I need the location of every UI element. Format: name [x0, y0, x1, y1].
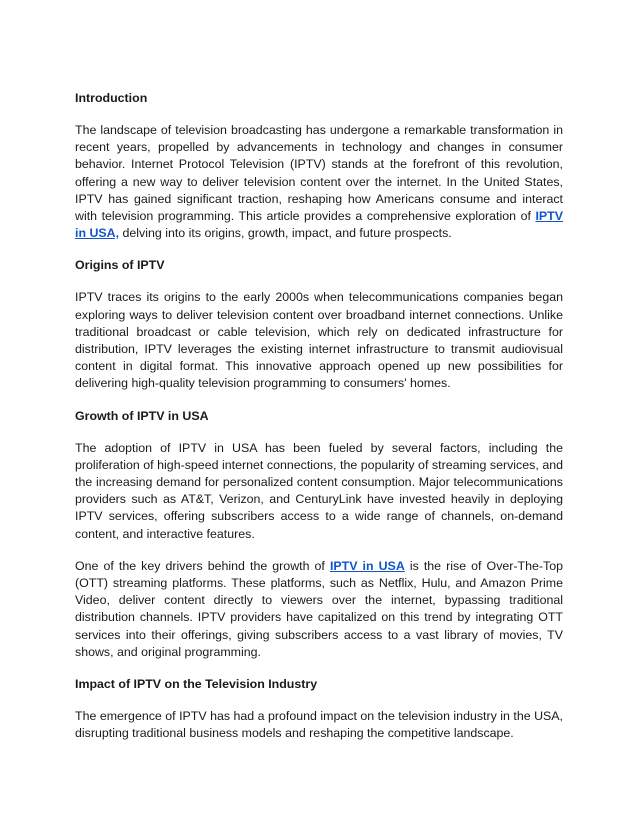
ott-text: One of the key drivers behind the growth of	[75, 558, 330, 573]
impact-heading: Impact of IPTV on the Television Industry	[75, 677, 318, 692]
iptv-usa-link-intro[interactable]: IPTV in USA,	[75, 209, 563, 241]
iptv-usa-link-ott[interactable]: IPTV in USA	[329, 558, 405, 573]
introduction-text-end: delving into its origins, growth, impact, and future prospects.	[119, 226, 452, 241]
impact-paragraph: The emergence of IPTV has had a profound impact on the television industry in the USA, disrupting traditional business models and reshaping the competitive landscape.	[75, 709, 563, 741]
introduction-heading: Introduction	[75, 91, 148, 105]
ott-text-end: is the rise of Over-The-Top (OTT) streaming platforms. These platforms, such as Netflix, Hulu, and Amazon Prime Video, deliver content directly to viewers over the internet, bypassing traditional distribution channels. IPTV providers have capitalized on this trend by integrating OTT services into their offerings, giving subscribers access to a vast library of movies, TV shows, and original programming.	[75, 558, 563, 659]
origins-paragraph: IPTV traces its origins to the early 2000s when telecommunications companies began exploring ways to deliver television content over broadband internet connections. Unlike traditional broadcast or cable television, which rely on dedicated infrastructure for distribution, IPTV leverages the existing internet infrastructure to transmit audiovisual content in digital format. This innovative approach opened up new possibilities for delivering high-quality television programming to consumers' homes.	[75, 290, 563, 391]
document-page	[75, 90, 563, 757]
introduction-text: The landscape of television broadcasting has undergone a remarkable transformation in recent years, propelled by advancements in technology and changes in consumer behavior. Internet Protocol Television (IPTV) stands at the forefront of this revolution, offering a new way to deliver television content over the internet. In the United States, IPTV has gained significant traction, reshaping how Americans consume and interact with television programming. This article provides a comprehensive exploration of	[75, 123, 563, 224]
growth-heading: Growth of IPTV in USA	[75, 408, 209, 423]
introduction-paragraph	[75, 122, 563, 242]
ott-paragraph	[75, 558, 563, 661]
growth-paragraph: The adoption of IPTV in USA has been fueled by several factors, including the proliferation of high-speed internet connections, the popularity of streaming services, and the increasing demand for personalized content consumption. Major telecommunications providers such as AT&T, Verizon, and CenturyLink have invested heavily in deploying IPTV services, offering subscribers access to a wide range of channels, on-demand content, and interactive features.	[75, 440, 563, 541]
origins-heading: Origins of IPTV	[75, 258, 165, 273]
